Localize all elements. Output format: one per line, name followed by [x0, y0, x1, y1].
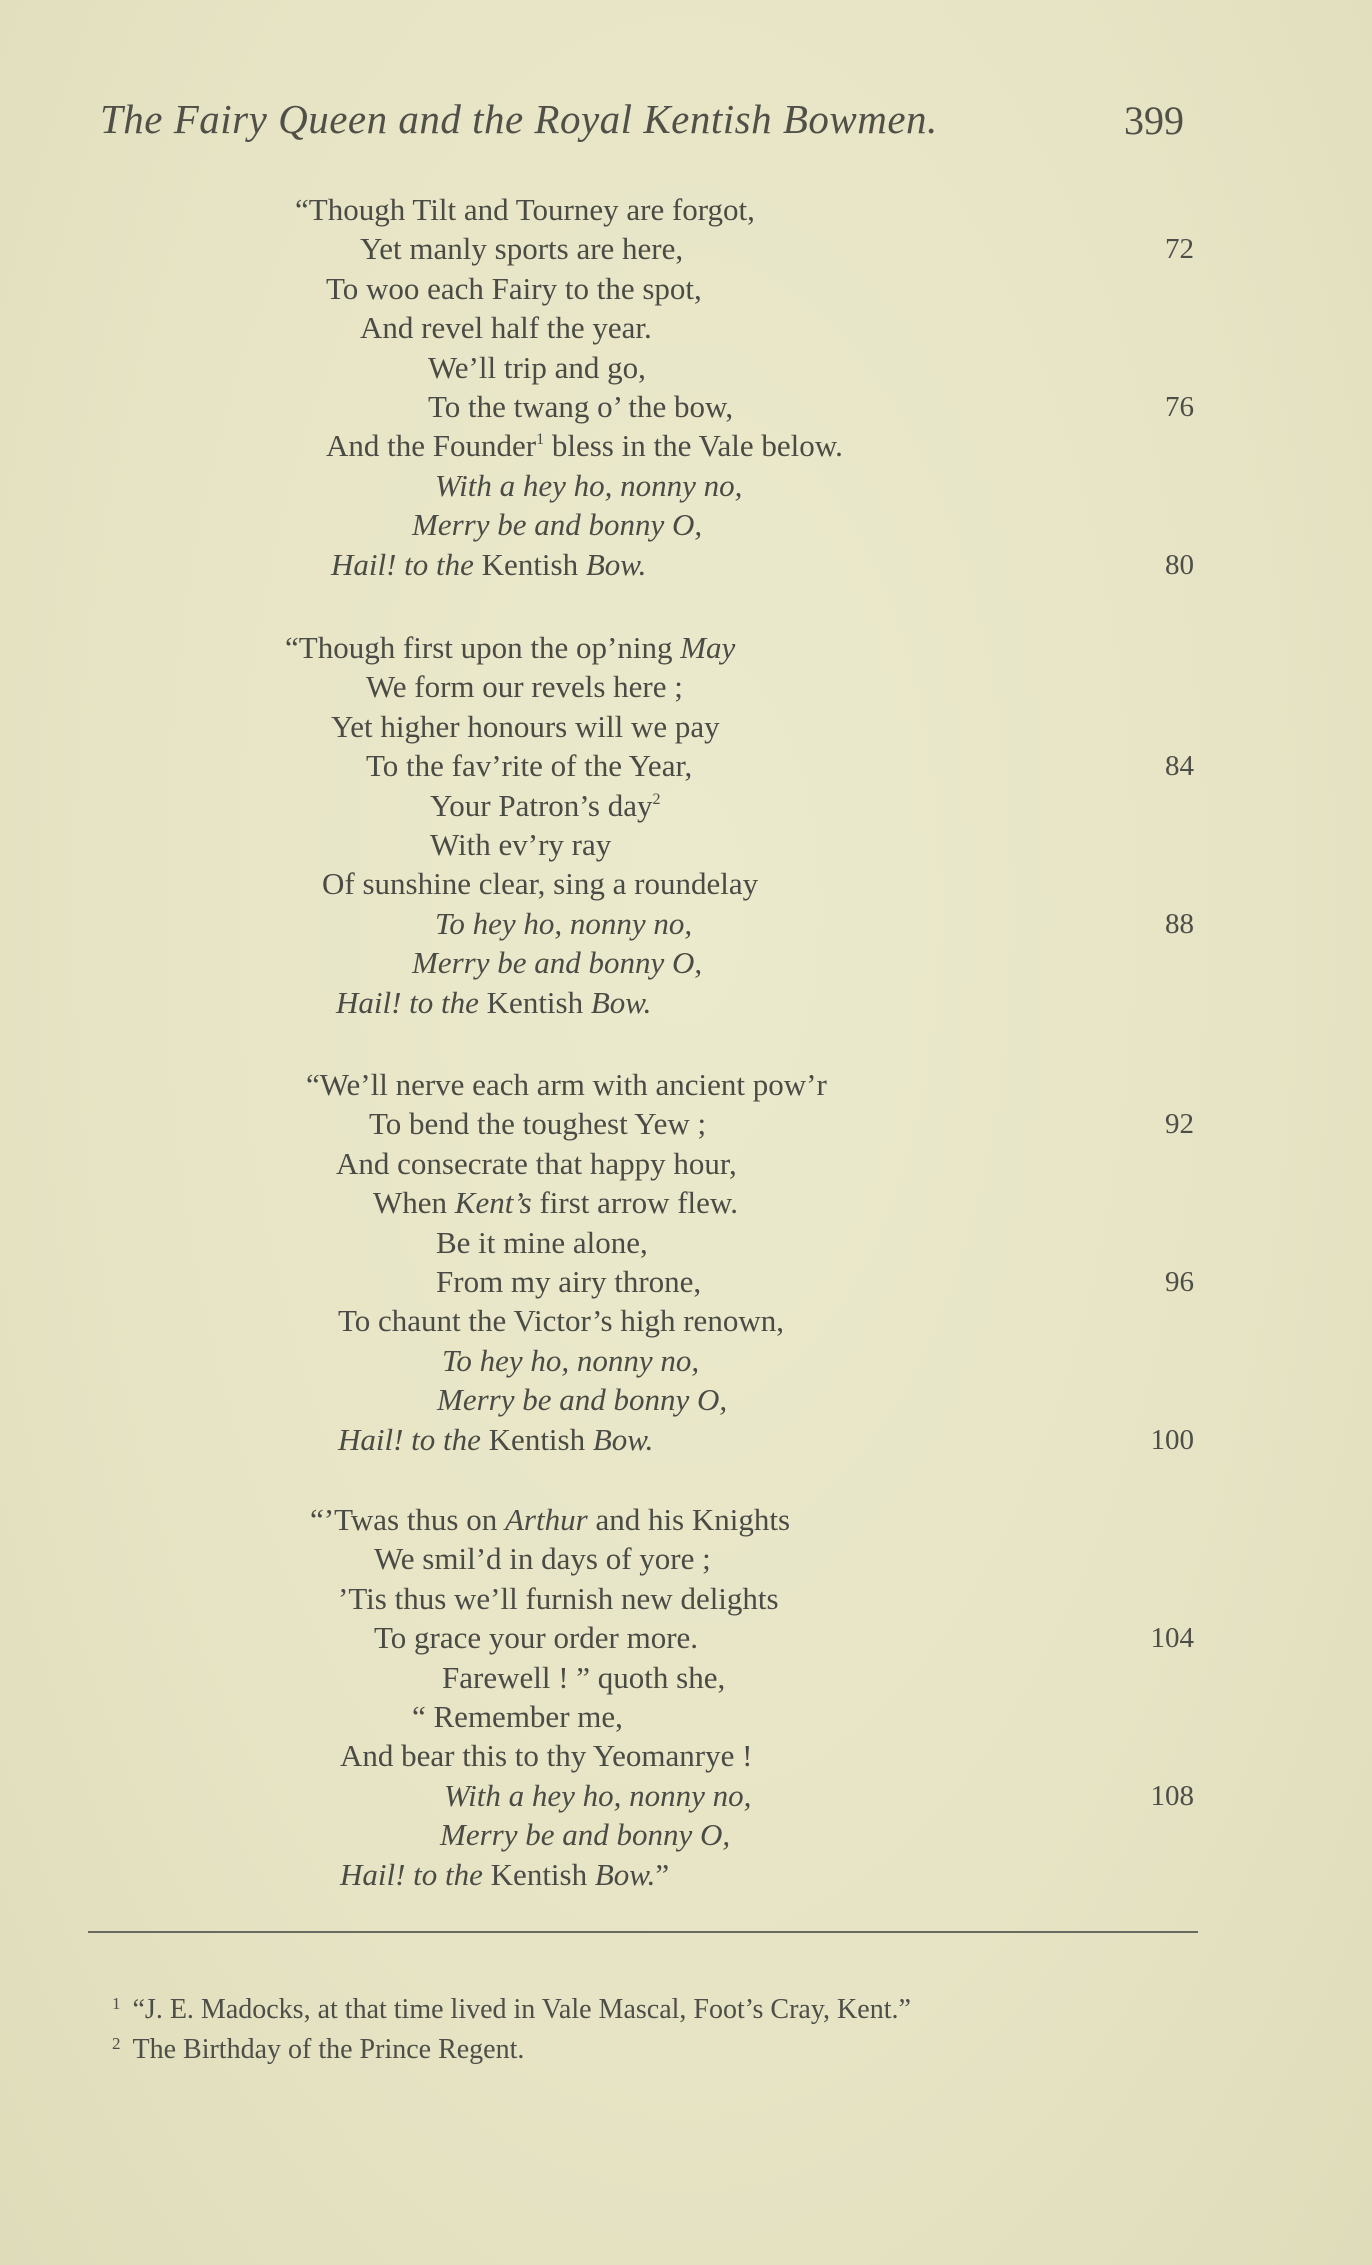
italic-text: Arthur — [505, 1502, 588, 1537]
verse-line — [336, 1145, 737, 1183]
verse-text: To chaunt the Victor’s high renown, — [338, 1303, 784, 1339]
verse-line — [440, 1816, 730, 1854]
italic-text: Hail! to the — [336, 984, 479, 1020]
verse-line — [366, 747, 692, 785]
verse-text: To bend the toughest Yew ; — [369, 1106, 707, 1142]
italic-text: To hey ho, nonny no, — [442, 1342, 700, 1378]
line-number: 96 — [1165, 1266, 1194, 1298]
verse-text: first arrow flew. — [531, 1185, 739, 1221]
italic-text: Merry be and bonny O, — [412, 507, 703, 543]
verse-line — [412, 1698, 623, 1736]
footnote-text: The Birthday of the Prince Regent. — [132, 2034, 525, 2065]
italic-text: Merry be and bonny O, — [437, 1382, 728, 1418]
verse-line — [336, 984, 651, 1022]
italic-text: Merry be and bonny O, — [440, 1817, 731, 1853]
verse-text: We form our revels here ; — [366, 669, 683, 705]
verse-text: Be it mine alone, — [436, 1224, 648, 1260]
italic-text: Hail! to the — [338, 1421, 481, 1457]
verse-text: With ev’ry ray — [430, 827, 612, 862]
verse-text: We’ll trip and go, — [428, 349, 646, 385]
verse-text: ’Tis thus we’ll furnish new delights — [338, 1580, 779, 1616]
verse-line — [430, 826, 611, 864]
verse-text: And revel half the year. — [360, 310, 652, 346]
italic-text: May — [680, 630, 736, 665]
footnote-rule — [88, 1931, 1198, 1933]
italic-text: Kent’s — [454, 1185, 532, 1221]
verse-line — [322, 865, 758, 903]
footnote-mark: 1 — [112, 1994, 121, 2013]
verse-line — [338, 1580, 779, 1618]
italic-text: With a hey ho, nonny no, — [444, 1777, 752, 1813]
italic-text: Hail! to the — [331, 546, 474, 582]
verse-text: “Though Tilt and Tourney are forgot, — [295, 192, 755, 227]
verse-line — [295, 191, 755, 229]
running-header — [0, 95, 1372, 155]
verse-text: To grace your order more. — [374, 1620, 699, 1656]
verse-line — [374, 1540, 711, 1578]
line-number: 80 — [1165, 548, 1194, 581]
italic-text: Bow. — [592, 1421, 654, 1457]
verse-text: Kentish — [473, 546, 586, 582]
verse-line — [338, 1421, 653, 1459]
verse-text: ” — [655, 1856, 670, 1892]
footnote-reference: 2 — [652, 790, 661, 808]
verse-text: “Though first upon the op’ning — [285, 630, 681, 665]
line-number: 104 — [1150, 1622, 1194, 1655]
verse-line — [428, 349, 646, 387]
line-number: 100 — [1150, 1423, 1194, 1456]
line-number: 88 — [1165, 907, 1194, 940]
verse-text: Farewell ! ” quoth she, — [442, 1659, 726, 1695]
verse-line — [437, 1381, 727, 1419]
verse-text: “ Remember me, — [412, 1699, 623, 1734]
verse-line — [436, 1263, 701, 1301]
verse-text: Your Patron’s day — [430, 787, 653, 823]
verse-line — [444, 1777, 751, 1815]
running-title: The Fairy Queen and the Royal Kentish Bowmen. — [100, 96, 938, 142]
italic-text: Bow. — [590, 984, 652, 1020]
verse-line — [442, 1342, 699, 1380]
line-number: 92 — [1165, 1108, 1194, 1141]
verse-line — [326, 270, 702, 308]
verse-line — [412, 944, 702, 982]
verse-line — [428, 388, 733, 426]
verse-line — [369, 1105, 706, 1143]
verse-line — [366, 668, 683, 706]
verse-text: Yet manly sports are here, — [360, 231, 684, 267]
verse-line — [340, 1737, 752, 1775]
italic-text: Bow. — [594, 1856, 656, 1892]
verse-text: We smil’d in days of yore ; — [374, 1541, 711, 1577]
verse-line — [340, 1856, 669, 1894]
verse-text: Kentish — [482, 1856, 595, 1892]
line-number: 76 — [1165, 391, 1194, 423]
verse-text: Of sunshine clear, sing a roundelay — [322, 866, 759, 902]
footnote-reference: 1 — [536, 431, 545, 449]
verse-text: To woo each Fairy to the spot, — [326, 270, 702, 306]
italic-text: Merry be and bonny O, — [412, 945, 703, 981]
verse-line — [338, 1302, 784, 1340]
verse-line — [373, 1184, 738, 1222]
verse-line — [435, 467, 742, 505]
verse-text: From my airy throne, — [436, 1264, 702, 1299]
footnote — [112, 2026, 524, 2068]
verse-text: To the fav’rite of the Year, — [366, 748, 693, 784]
verse-line — [360, 309, 652, 347]
verse-line — [306, 1066, 827, 1104]
verse-line — [435, 905, 692, 943]
verse-text: And the Founder — [326, 428, 537, 464]
line-number: 84 — [1165, 750, 1194, 783]
verse-line — [331, 546, 646, 584]
verse-text: “’Twas thus on — [310, 1502, 505, 1537]
verse-text: When — [373, 1185, 455, 1221]
italic-text: With a hey ho, nonny no, — [435, 467, 743, 503]
verse-line — [285, 629, 735, 667]
verse-text: And bear this to thy Yeomanrye ! — [340, 1738, 753, 1774]
verse-line — [310, 1501, 790, 1539]
footnote — [112, 1986, 911, 2028]
verse-line — [442, 1659, 725, 1697]
verse-line — [326, 427, 843, 465]
verse-text: And consecrate that happy hour, — [336, 1145, 737, 1181]
verse-line — [360, 230, 683, 268]
verse-line — [374, 1619, 698, 1657]
verse-text: Yet higher honours will we pay — [331, 708, 720, 744]
verse-line — [430, 787, 660, 825]
verse-text: “We’ll nerve each arm with ancient pow’r — [306, 1067, 827, 1102]
italic-text: Bow. — [585, 546, 647, 582]
line-number: 108 — [1150, 1779, 1194, 1812]
footnote-text: “J. E. Madocks, at that time lived in Vale Mascal, Foot’s Cray, Kent.” — [132, 1994, 911, 2025]
italic-text: To hey ho, nonny no, — [435, 905, 693, 941]
verse-line — [331, 708, 720, 746]
page-number: 399 — [1124, 98, 1184, 143]
verse-line — [436, 1224, 648, 1262]
verse-line — [412, 506, 702, 544]
footnote-mark: 2 — [112, 2034, 121, 2053]
verse-text: and his Knights — [587, 1502, 791, 1537]
line-number: 72 — [1165, 233, 1194, 266]
verse-text: To the twang o’ the bow, — [428, 389, 734, 424]
verse-text: Kentish — [480, 1421, 593, 1457]
verse-text: bless in the Vale below. — [544, 428, 843, 464]
verse-text: Kentish — [478, 984, 591, 1020]
italic-text: Hail! to the — [340, 1856, 483, 1892]
